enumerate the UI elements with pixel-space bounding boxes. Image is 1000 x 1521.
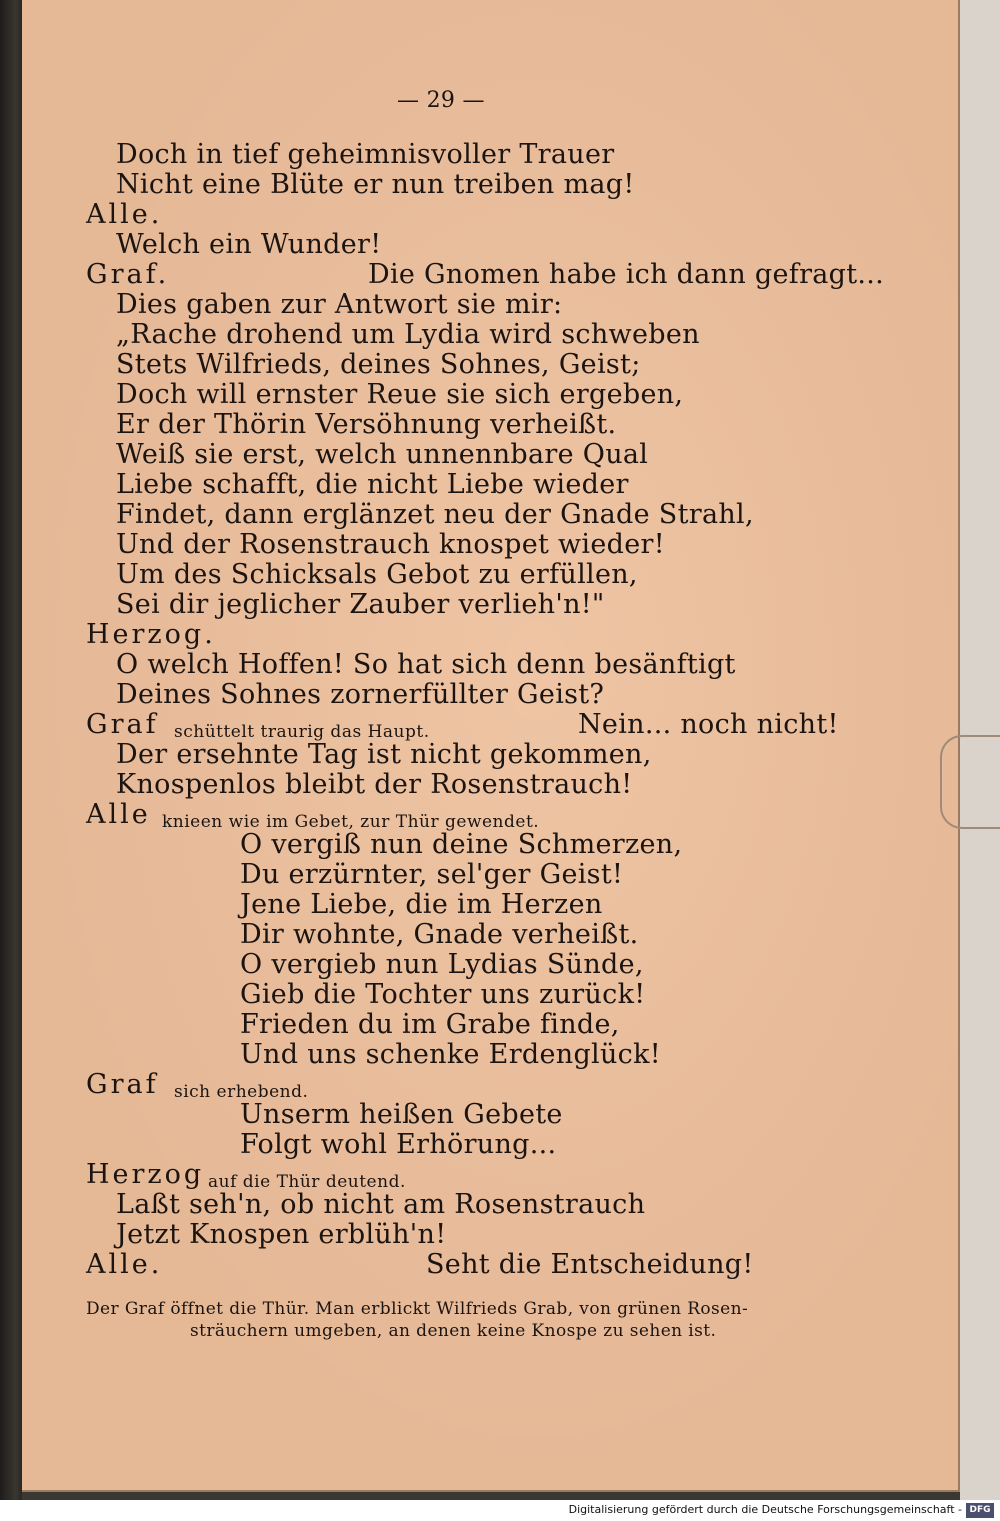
speaker-name: Graf	[86, 1069, 159, 1100]
verse-line: Knospenlos bleibt der Rosenstrauch!	[116, 769, 633, 800]
speaker-name: Graf	[86, 709, 159, 740]
verse-line: Die Gnomen habe ich dann gefragt...	[368, 259, 885, 290]
page-number: — 29 —	[397, 88, 485, 113]
verse-line: Deines Sohnes zornerfüllter Geist?	[116, 679, 605, 710]
verse-line: O welch Hoffen! So hat sich denn besänftigt	[116, 649, 736, 680]
verse-line: Welch ein Wunder!	[116, 229, 382, 260]
verse-line: Findet, dann erglänzet neu der Gnade Strahl,	[116, 499, 754, 530]
verse-line: Dir wohnte, Gnade verheißt.	[240, 919, 639, 950]
verse-line: Weiß sie erst, welch unnennbare Qual	[116, 439, 649, 470]
verse-line: Und uns schenke Erdenglück!	[240, 1039, 661, 1070]
verse-line: Frieden du im Grabe finde,	[240, 1009, 620, 1040]
stage-direction-inline: auf die Thür deutend.	[208, 1172, 406, 1192]
verse-line: Nicht eine Blüte er nun treiben mag!	[116, 169, 635, 200]
verse-line: Unserm heißen Gebete	[240, 1099, 563, 1130]
verse-line: O vergieb nun Lydias Sünde,	[240, 949, 644, 980]
verse-line: Folgt wohl Erhörung...	[240, 1129, 557, 1160]
stage-direction: sträuchern umgeben, an denen keine Knospe zu sehen ist.	[190, 1321, 717, 1341]
verse-line: Der ersehnte Tag ist nicht gekommen,	[116, 739, 652, 770]
verse-line: Seht die Entscheidung!	[426, 1249, 754, 1280]
verse-line: Und der Rosenstrauch knospet wieder!	[116, 529, 665, 560]
speaker-name: Graf.	[86, 259, 170, 290]
verse-line: Jetzt Knospen erblüh'n!	[116, 1219, 447, 1250]
footer-credit: Digitalisierung gefördert durch die Deutsche Forschungsgemeinschaft -	[568, 1503, 962, 1516]
dfg-logo: DFG	[966, 1503, 994, 1518]
book-binding	[0, 0, 22, 1500]
book-page	[22, 0, 960, 1492]
speaker-name: Alle	[86, 799, 151, 830]
speaker-name: Alle.	[86, 1249, 163, 1280]
verse-line: Stets Wilfrieds, deines Sohnes, Geist;	[116, 349, 641, 380]
verse-line: „Rache drohend um Lydia wird schweben	[116, 319, 700, 350]
verse-line: Gieb die Tochter uns zurück!	[240, 979, 646, 1010]
verse-line: Du erzürnter, sel'ger Geist!	[240, 859, 624, 890]
speaker-name: Herzog.	[86, 619, 216, 650]
verse-line: Liebe schafft, die nicht Liebe wieder	[116, 469, 629, 500]
verse-line: Er der Thörin Versöhnung verheißt.	[116, 409, 617, 440]
verse-line: Laßt seh'n, ob nicht am Rosenstrauch	[116, 1189, 646, 1220]
verse-line: Doch in tief geheimnisvoller Trauer	[116, 139, 615, 170]
stage-direction: Der Graf öffnet die Thür. Man erblickt Wilfrieds Grab, von grünen Rosen-	[86, 1299, 749, 1319]
page-clip-mark	[940, 735, 1000, 829]
verse-line: Dies gaben zur Antwort sie mir:	[116, 289, 563, 320]
verse-line: Nein... noch nicht!	[578, 709, 839, 740]
stage-direction-inline: sich erhebend.	[174, 1082, 309, 1102]
verse-line: Doch will ernster Reue sie sich ergeben,	[116, 379, 684, 410]
speaker-name: Alle.	[86, 199, 163, 230]
verse-line: Jene Liebe, die im Herzen	[240, 889, 603, 920]
verse-line: Um des Schicksals Gebot zu erfüllen,	[116, 559, 638, 590]
stage-direction-inline: knieen wie im Gebet, zur Thür gewendet.	[162, 812, 540, 832]
verse-line: Sei dir jeglicher Zauber verlieh'n!"	[116, 589, 605, 620]
footer-bar	[0, 1500, 1000, 1521]
verse-line: O vergiß nun deine Schmerzen,	[240, 829, 683, 860]
speaker-name: Herzog	[86, 1159, 205, 1190]
stage-direction-inline: schüttelt traurig das Haupt.	[174, 722, 430, 742]
